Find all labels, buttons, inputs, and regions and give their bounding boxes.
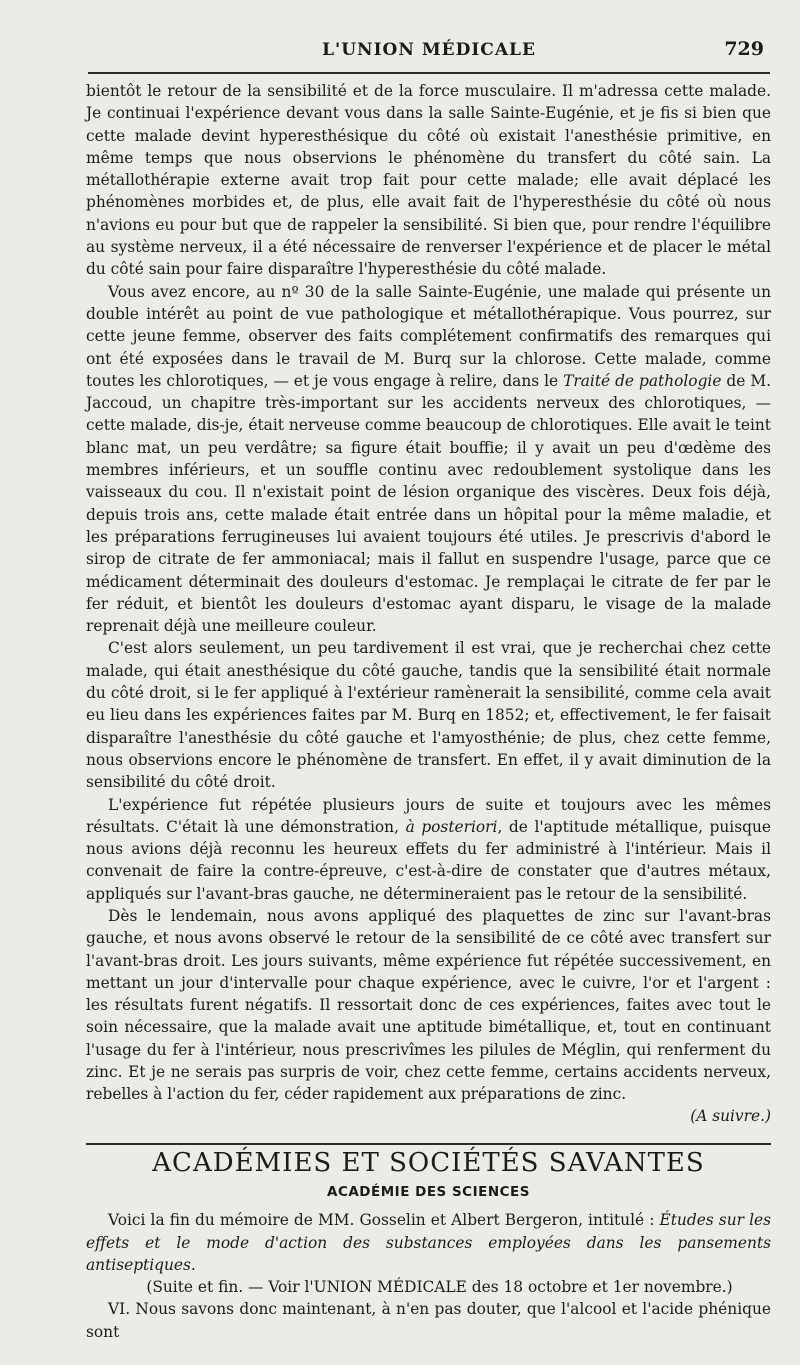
section-title: ACADÉMIES ET SOCIÉTÉS SAVANTES [152,1147,705,1178]
section-rule [86,1143,771,1145]
page-number: 729 [724,38,764,60]
paragraph-3: C'est alors seulement, un peu tardivement il est vrai, que je recherchai chez cette malade, qui était anesthésique du côté gauche, tandis que la sensibilité était normale du côté droit, si le fer appliqué à l'extérieur ramènerait la sensibilité, comme cela avait eu lieu dans les expériences faites par M. Burq en 1852; et, effectivement, le fer faisait disparaître l'anesthésie du côté gauche et l'amyosthénie; de plus, chez cette femme, nous observions encore le phénomène de transfert. En effet, il y avait diminution de la sensibilité du côté droit. [86,639,771,792]
journal-title: L'UNION MÉDICALE [322,40,536,60]
section-paragraph-2: VI. Nous savons donc maintenant, à n'en pas douter, que l'alcool et l'acide phénique sont [86,1300,771,1341]
citation: (Suite et fin. — Voir l'UNION MÉDICALE des 18 octobre et 1er novembre.) [146,1278,733,1297]
section-paragraph-1: Voici la fin du mémoire de MM. Gosselin et Albert Bergeron, intitulé : Études sur les effets et le mode d'action des substances employées dans les pansements antiseptiques. [86,1211,771,1274]
paragraph-4: L'expérience fut répétée plusieurs jours de suite et toujours avec les mêmes résultats. C'était là une démonstration, à posteriori, de l'aptitude métallique, puisque nous avions déjà reconnu les heureux effets du fer administré à l'intérieur. Mais il convenait de faire la contre-épreuve, c'est-à-dire de constater que d'autres métaux, appliqués sur l'avant-bras gauche, ne détermineraient pas le retour de la sensibilité. [86,795,772,903]
paragraph-5: Dès le lendemain, nous avons appliqué des plaquettes de zinc sur l'avant-bras gauche, et nous avons observé le retour de la sensibilité de ce côté avec transfert sur l'avant-bras droit. Les jours suivants, même expérience fut répétée successivement, en mettant un jour d'intervalle pour chaque expérience, avec le cuivre, l'or et l'argent : les résultats furent négatifs. Il ressortait donc de ces expériences, faites avec tout le soin nécessaire, que la malade avait une aptitude bimétallique, et, tout en continuant l'usage du fer à l'intérieur, nous prescrivîmes les pilules de Méglin, qui renferment du zinc. Et je ne serais pas surpris de voir, chez cette femme, certains accidents nerveux, rebelles à l'action du fer, céder rapidement aux préparations de zinc. [86,906,771,1104]
paragraph-2: Vous avez encore, au nº 30 de la salle Sainte-Eugénie, une malade qui présente un double intérêt au point de vue pathologique et métallothérapique. Vous pourrez, sur cette jeune femme, observer des faits complétement confirmatifs des remarques qui ont été exposées dans le travail de M. Burq sur la chlorose. Cette malade, comme toutes les chlorotiques, — et je vous engage à relire, dans le Traité de pathologie de M. Jaccoud, un chapitre très-important sur les accidents nerveux des chlorotiques, — cette malade, dis-je, était nerveuse comme beaucoup de chlorotiques. Elle avait le teint blanc mat, un peu verdâtre; sa figure était bouffie; il y avait un peu d'œdème des membres inférieurs, et un souffle continu avec redoublement systolique dans les vaisseaux du cou. Il n'existait point de lésion organique des viscères. Deux fois déjà, depuis trois ans, cette malade était entrée dans un hôpital pour la même maladie, et les préparations ferrugineuses lui avaient toujours été utiles. Je prescrivis d'abord le sirop de citrate de fer ammoniacal; mais il fallut en suspendre l'usage, parce que ce médicament déterminait des douleurs d'estomac. Je remplaçai le citrate de fer par le fer réduit, et bientôt les douleurs d'estomac ayant disparu, le visage de la malade reprenait déjà une meilleure couleur. [86,282,771,636]
article-body [86,80,771,1343]
to-be-continued: (A suivre.) [690,1106,771,1125]
page-header [86,30,772,60]
paragraph-1: bientôt le retour de la sensibilité et de la force musculaire. Il m'adressa cette malade. Je continuai l'expérience devant vous dans la salle Sainte-Eugénie, et je fis si bien que cette malade devint hyperesthésique du côté où existait l'anesthésie primitive, en même temps que nous observions le phénomène du transfert du côté sain. La métallothérapie externe avait trop fait pour cette malade; elle avait déplacé les phénomènes morbides et, de plus, elle avait fait de l'hyperesthésie du côté où nous n'avions eu pour but que de rappeler la sensibilité. Si bien que, pour rendre l'équilibre au système nerveux, il a été nécessaire de renverser l'expérience et de placer le métal du côté sain pour faire disparaître l'hyperesthésie du côté malade. [86,82,771,279]
header-rule [88,72,770,74]
section-subtitle: ACADÉMIE DES SCIENCES [327,1183,530,1200]
